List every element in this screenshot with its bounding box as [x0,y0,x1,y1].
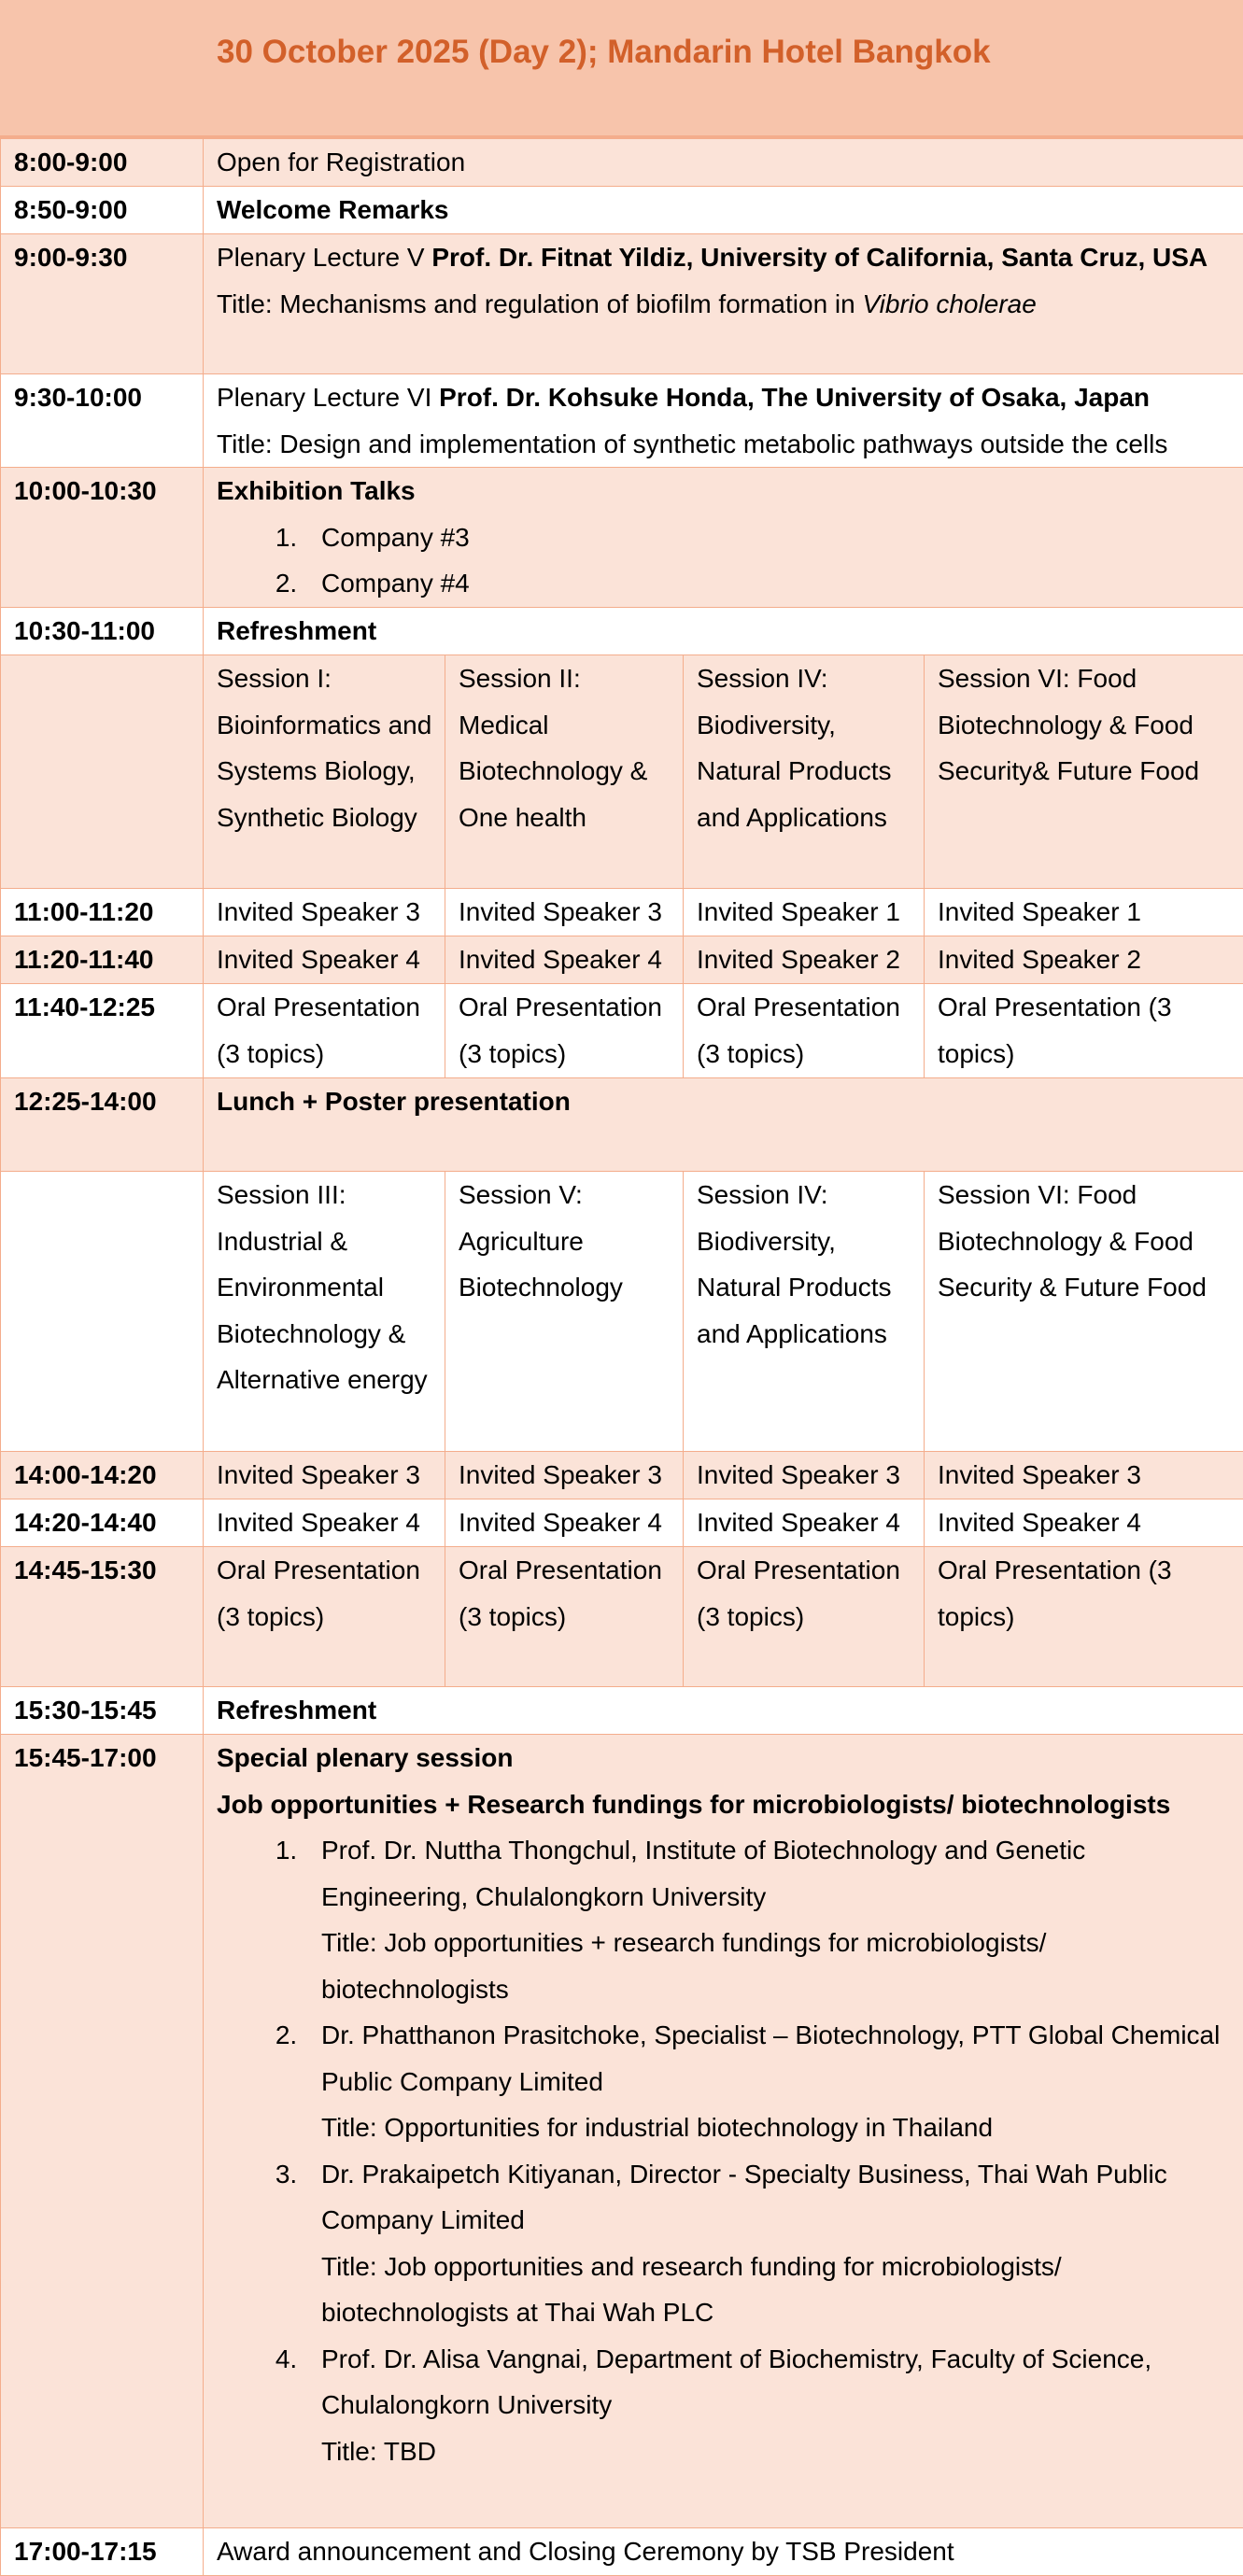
table-row [1,2528,1243,2576]
talk-title: Title: Opportunities for industrial biotechnology in Thailand [321,2113,993,2142]
table-row [1,139,1243,187]
event-cell: Refreshment [204,608,1243,655]
session-cell: Invited Speaker 4 [684,1499,925,1547]
time-cell: 12:25-14:00 [1,1078,204,1172]
session-cell: Invited Speaker 3 [445,889,684,936]
session-header: Session IV: Biodiversity, Natural Products and Applications [684,1172,925,1452]
talk-title: Title: Job opportunities + research fundings for microbiologists/ biotechnologists [321,1928,1046,2004]
session-header: Session VI: Food Biotechnology & Food Security & Future Food [925,1172,1243,1452]
speaker-name: Prof. Dr. Alisa Vangnai, Department of Biochemistry, Faculty of Science, Chulalongkorn University [321,2344,1151,2420]
table-row [1,608,1243,655]
session-cell: Invited Speaker 4 [204,936,445,984]
time-cell: 14:45-15:30 [1,1547,204,1687]
session-cell: Oral Presentation (3 topics) [925,984,1243,1078]
table-row [1,1687,1243,1735]
session-cell: Oral Presentation (3 topics) [684,984,925,1078]
organism-name: Vibrio cholerae [863,289,1037,318]
session-cell: Invited Speaker 4 [445,936,684,984]
time-cell: 8:00-9:00 [1,139,204,187]
session-cell: Oral Presentation (3 topics) [445,984,684,1078]
session-cell: Invited Speaker 1 [684,889,925,936]
session-header-row [1,1172,1243,1452]
session-header: Session III: Industrial & Environmental Biotechnology & Alternative energy [204,1172,445,1452]
time-cell: 10:00-10:30 [1,468,204,608]
lecture-label: Plenary Lecture VI [217,383,439,412]
event-heading: Exhibition Talks [217,468,1234,514]
event-cell [204,1735,1243,2528]
session-header-row [1,655,1243,889]
table-row [1,936,1243,984]
event-cell: Lunch + Poster presentation [204,1078,1243,1172]
speaker-name: Dr. Phatthanon Prasitchoke, Specialist – Biotechnology, PTT Global Chemical Public Company Limited [321,2020,1220,2096]
lecture-label: Plenary Lecture V [217,243,431,272]
time-cell: 11:20-11:40 [1,936,204,984]
list-item [304,1827,1234,2012]
lecture-title: Title: Mechanisms and regulation of biofilm formation in [217,289,863,318]
event-cell: Welcome Remarks [204,187,1243,234]
session-cell: Oral Presentation (3 topics) [925,1547,1243,1687]
speaker-name: Prof. Dr. Fitnat Yildiz, University of California, Santa Cruz, USA [431,243,1208,272]
speaker-list [217,1827,1234,2474]
talk-title: Title: Job opportunities and research funding for microbiologists/ biotechnologists at Thai Wah PLC [321,2252,1062,2328]
speaker-name: Prof. Dr. Nuttha Thongchul, Institute of Biotechnology and Genetic Engineering, Chulalongkorn University [321,1836,1085,1911]
session-cell: Invited Speaker 4 [925,1499,1243,1547]
list-item [304,2336,1234,2475]
table-row [1,1547,1243,1687]
session-header: Session V: Agriculture Biotechnology [445,1172,684,1452]
event-cell [204,468,1243,608]
time-cell: 11:00-11:20 [1,889,204,936]
table-row [1,234,1243,374]
event-subheading: Job opportunities + Research fundings for microbiologists/ biotechnologists [217,1781,1234,1828]
time-cell: 14:20-14:40 [1,1499,204,1547]
session-header: Session II: Medical Biotechnology & One health [445,655,684,889]
session-cell: Invited Speaker 3 [925,1452,1243,1499]
time-cell: 9:30-10:00 [1,374,204,468]
session-cell: Invited Speaker 3 [684,1452,925,1499]
lecture-title: Title: Design and implementation of synthetic metabolic pathways outside the cells [217,429,1167,458]
time-cell: 10:30-11:00 [1,608,204,655]
table-row [1,468,1243,608]
company-list [217,514,1234,607]
table-row [1,187,1243,234]
session-cell: Invited Speaker 3 [445,1452,684,1499]
session-cell: Oral Presentation (3 topics) [204,1547,445,1687]
event-heading: Special plenary session [217,1735,1234,1781]
table-row [1,984,1243,1078]
speaker-name: Prof. Dr. Kohsuke Honda, The University of Osaka, Japan [439,383,1150,412]
time-cell: 8:50-9:00 [1,187,204,234]
list-item [304,2151,1234,2336]
session-cell: Oral Presentation (3 topics) [445,1547,684,1687]
session-cell: Oral Presentation (3 topics) [684,1547,925,1687]
table-row [1,1452,1243,1499]
agenda-table [0,138,1243,2576]
session-header: Session VI: Food Biotechnology & Food Security& Future Food [925,655,1243,889]
agenda-header [0,0,1243,138]
time-cell: 15:30-15:45 [1,1687,204,1735]
list-item [304,2012,1234,2151]
event-cell: Open for Registration [204,139,1243,187]
time-cell: 15:45-17:00 [1,1735,204,2528]
session-cell: Invited Speaker 2 [684,936,925,984]
table-row [1,1735,1243,2528]
session-cell: Invited Speaker 2 [925,936,1243,984]
session-header: Session I: Bioinformatics and Systems Biology, Synthetic Biology [204,655,445,889]
session-cell: Invited Speaker 4 [204,1499,445,1547]
table-row [1,1078,1243,1172]
session-cell: Invited Speaker 1 [925,889,1243,936]
speaker-name: Dr. Prakaipetch Kitiyanan, Director - Specialty Business, Thai Wah Public Company Limited [321,2160,1167,2235]
table-row [1,889,1243,936]
time-cell: 17:00-17:15 [1,2528,204,2576]
list-item: 1. Company #3 [304,514,1234,561]
talk-title: Title: TBD [321,2437,436,2466]
event-cell: Refreshment [204,1687,1243,1735]
session-cell: Invited Speaker 4 [445,1499,684,1547]
time-cell: 11:40-12:25 [1,984,204,1078]
session-cell: Invited Speaker 3 [204,889,445,936]
list-item: 2. Company #4 [304,560,1234,607]
page-title: 30 October 2025 (Day 2); Mandarin Hotel Bangkok [217,34,1243,71]
event-cell [204,374,1243,468]
table-row [1,374,1243,468]
session-header: Session IV: Biodiversity, Natural Products and Applications [684,655,925,889]
event-cell [204,234,1243,374]
table-row [1,1499,1243,1547]
event-cell: Award announcement and Closing Ceremony by TSB President [204,2528,1243,2576]
session-cell: Invited Speaker 3 [204,1452,445,1499]
session-cell: Oral Presentation (3 topics) [204,984,445,1078]
time-cell: 14:00-14:20 [1,1452,204,1499]
time-cell: 9:00-9:30 [1,234,204,374]
